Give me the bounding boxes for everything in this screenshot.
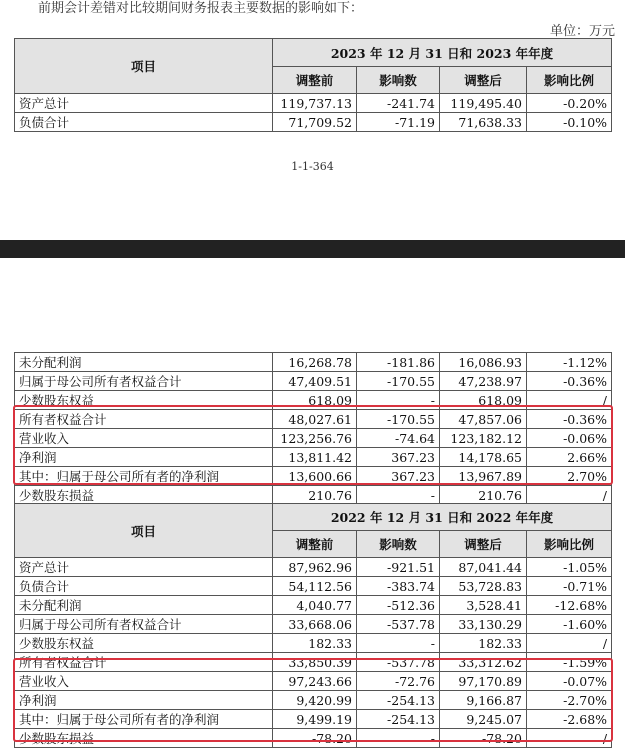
table-row: [15, 653, 612, 672]
row-ratio: -1.05%: [527, 558, 612, 577]
row-after: 47,238.97: [440, 372, 527, 391]
row-ratio: /: [527, 729, 612, 748]
row-before: 618.09: [273, 391, 357, 410]
row-ratio: -0.07%: [527, 672, 612, 691]
row-before: 33,850.39: [273, 653, 357, 672]
row-impact: -383.74: [357, 577, 440, 596]
row-before: 182.33: [273, 634, 357, 653]
row-ratio: 2.66%: [527, 448, 612, 467]
row-after: 9,245.07: [440, 710, 527, 729]
table-row: [15, 353, 612, 372]
row-impact: -170.55: [357, 372, 440, 391]
row-item: 其中：归属于母公司所有者的净利润: [15, 467, 273, 486]
table-row: [15, 558, 612, 577]
row-impact: 367.23: [357, 448, 440, 467]
row-item: 归属于母公司所有者权益合计: [15, 372, 273, 391]
row-impact: -: [357, 634, 440, 653]
row-after: 33,312.62: [440, 653, 527, 672]
row-after: 119,495.40: [440, 94, 527, 113]
table-row: [15, 634, 612, 653]
table-row: [15, 94, 612, 113]
header-after: 调整后: [440, 67, 527, 94]
row-item: 负债合计: [15, 113, 273, 132]
table-row: [15, 729, 612, 748]
row-ratio: -0.10%: [527, 113, 612, 132]
row-item: 少数股东权益: [15, 391, 273, 410]
header-period-2023: 2023 年 12 月 31 日和 2023 年年度: [273, 39, 612, 67]
table-2023-continued: [14, 352, 612, 505]
row-before: 33,668.06: [273, 615, 357, 634]
row-after: 14,178.65: [440, 448, 527, 467]
row-ratio: -12.68%: [527, 596, 612, 615]
row-before: 210.76: [273, 486, 357, 505]
row-impact: -72.76: [357, 672, 440, 691]
row-before: 54,112.56: [273, 577, 357, 596]
table-row: [15, 467, 612, 486]
header-ratio: 影响比例: [527, 67, 612, 94]
page-break-band: [0, 240, 625, 258]
row-item: 归属于母公司所有者权益合计: [15, 615, 273, 634]
header-item: 项目: [15, 504, 273, 558]
row-before: -78.20: [273, 729, 357, 748]
row-item: 净利润: [15, 691, 273, 710]
row-impact: -537.78: [357, 653, 440, 672]
row-ratio: -0.06%: [527, 429, 612, 448]
table-row: [15, 596, 612, 615]
table-row: [15, 113, 612, 132]
row-item: 净利润: [15, 448, 273, 467]
row-ratio: 2.70%: [527, 467, 612, 486]
row-item: 少数股东损益: [15, 729, 273, 748]
table-row: [15, 410, 612, 429]
row-after: 3,528.41: [440, 596, 527, 615]
row-after: 71,638.33: [440, 113, 527, 132]
row-ratio: /: [527, 391, 612, 410]
page-number: 1-1-364: [291, 160, 334, 173]
row-before: 87,962.96: [273, 558, 357, 577]
row-before: 13,811.42: [273, 448, 357, 467]
row-after: 182.33: [440, 634, 527, 653]
header-impact: 影响数: [357, 67, 440, 94]
row-before: 13,600.66: [273, 467, 357, 486]
row-ratio: /: [527, 634, 612, 653]
row-impact: -: [357, 729, 440, 748]
row-item: 其中：归属于母公司所有者的净利润: [15, 710, 273, 729]
table-row: [15, 710, 612, 729]
row-impact: -: [357, 486, 440, 505]
row-ratio: -2.68%: [527, 710, 612, 729]
row-ratio: -1.59%: [527, 653, 612, 672]
row-item: 所有者权益合计: [15, 653, 273, 672]
row-item: 资产总计: [15, 558, 273, 577]
row-item: 所有者权益合计: [15, 410, 273, 429]
row-item: 未分配利润: [15, 596, 273, 615]
table-row: [15, 429, 612, 448]
header-before: 调整前: [273, 67, 357, 94]
unit-label: 单位：万元: [549, 24, 615, 39]
row-before: 48,027.61: [273, 410, 357, 429]
table-2023: [14, 38, 612, 132]
intro-text: 前期会计差错对比较期间财务报表主要数据的影响如下：: [38, 1, 364, 16]
table-row: [15, 672, 612, 691]
header-period-2022: 2022 年 12 月 31 日和 2022 年年度: [273, 504, 612, 531]
header-ratio: 影响比例: [527, 531, 612, 558]
table-row: [15, 577, 612, 596]
row-ratio: -0.71%: [527, 577, 612, 596]
row-item: 营业收入: [15, 429, 273, 448]
row-impact: 367.23: [357, 467, 440, 486]
row-ratio: -0.36%: [527, 372, 612, 391]
row-after: 16,086.93: [440, 353, 527, 372]
row-before: 119,737.13: [273, 94, 357, 113]
row-before: 16,268.78: [273, 353, 357, 372]
header-item: 项目: [15, 39, 273, 94]
row-impact: -512.36: [357, 596, 440, 615]
header-before: 调整前: [273, 531, 357, 558]
row-after: 97,170.89: [440, 672, 527, 691]
table-row: [15, 615, 612, 634]
row-after: 33,130.29: [440, 615, 527, 634]
row-before: 47,409.51: [273, 372, 357, 391]
row-after: 9,166.87: [440, 691, 527, 710]
row-item: 资产总计: [15, 94, 273, 113]
row-ratio: /: [527, 486, 612, 505]
row-impact: -71.19: [357, 113, 440, 132]
row-after: 210.76: [440, 486, 527, 505]
row-ratio: -1.12%: [527, 353, 612, 372]
row-impact: -170.55: [357, 410, 440, 429]
row-impact: -254.13: [357, 691, 440, 710]
row-after: 53,728.83: [440, 577, 527, 596]
row-ratio: -1.60%: [527, 615, 612, 634]
row-before: 9,499.19: [273, 710, 357, 729]
row-before: 71,709.52: [273, 113, 357, 132]
row-item: 负债合计: [15, 577, 273, 596]
row-after: 87,041.44: [440, 558, 527, 577]
row-impact: -74.64: [357, 429, 440, 448]
row-after: -78.20: [440, 729, 527, 748]
row-item: 营业收入: [15, 672, 273, 691]
table-row: [15, 448, 612, 467]
row-item: 少数股东损益: [15, 486, 273, 505]
row-after: 618.09: [440, 391, 527, 410]
table-row: [15, 486, 612, 505]
table-row: [15, 391, 612, 410]
row-impact: -921.51: [357, 558, 440, 577]
row-ratio: -2.70%: [527, 691, 612, 710]
header-impact: 影响数: [357, 531, 440, 558]
table-2022: [14, 503, 612, 748]
row-impact: -537.78: [357, 615, 440, 634]
table-row: [15, 691, 612, 710]
row-ratio: -0.20%: [527, 94, 612, 113]
row-before: 9,420.99: [273, 691, 357, 710]
row-before: 123,256.76: [273, 429, 357, 448]
row-before: 4,040.77: [273, 596, 357, 615]
table-row: [15, 372, 612, 391]
row-after: 13,967.89: [440, 467, 527, 486]
row-before: 97,243.66: [273, 672, 357, 691]
row-after: 123,182.12: [440, 429, 527, 448]
row-impact: -241.74: [357, 94, 440, 113]
row-ratio: -0.36%: [527, 410, 612, 429]
row-impact: -181.86: [357, 353, 440, 372]
row-item: 少数股东权益: [15, 634, 273, 653]
row-after: 47,857.06: [440, 410, 527, 429]
row-impact: -: [357, 391, 440, 410]
row-impact: -254.13: [357, 710, 440, 729]
header-after: 调整后: [440, 531, 527, 558]
row-item: 未分配利润: [15, 353, 273, 372]
